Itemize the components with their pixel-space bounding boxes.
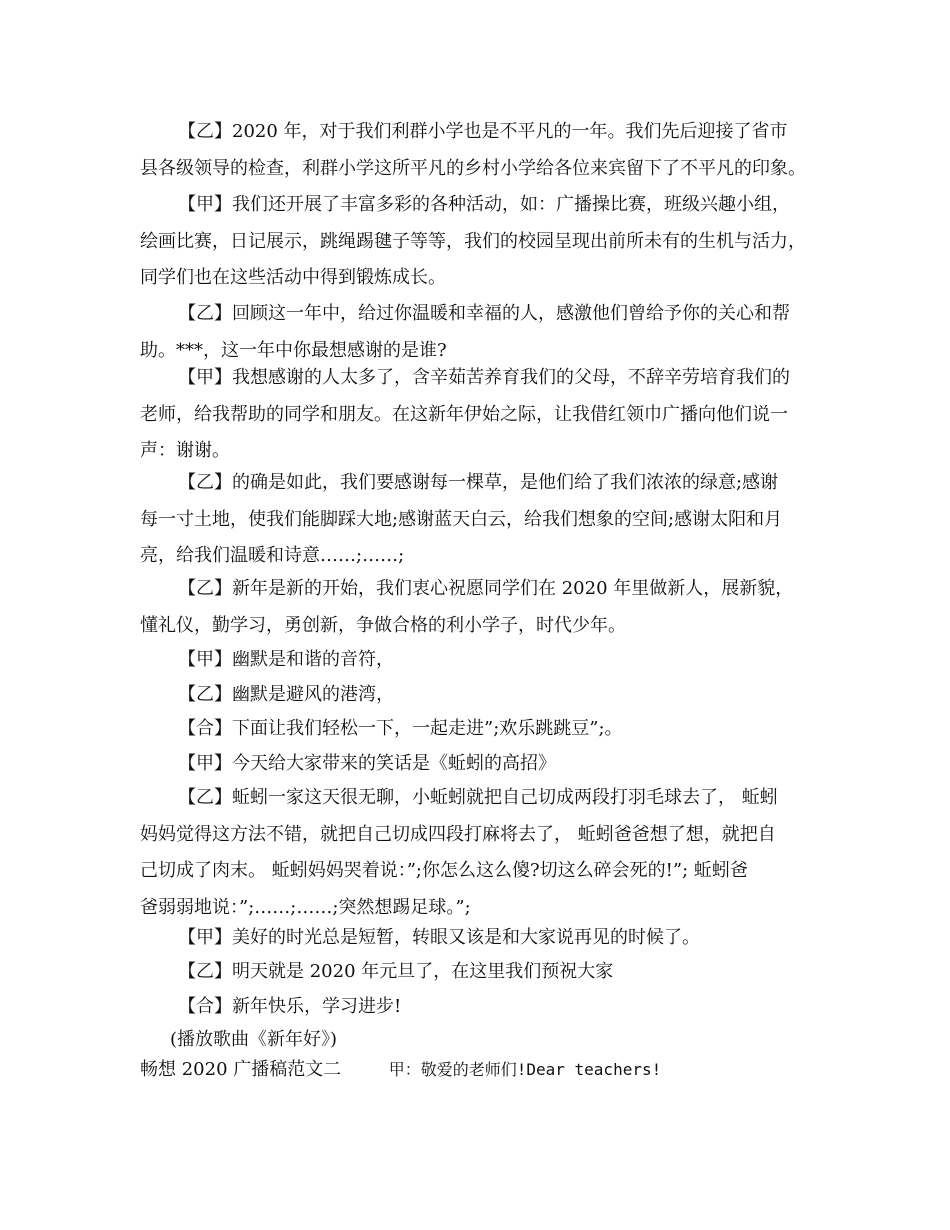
paragraph bbox=[140, 114, 820, 187]
paragraph bbox=[140, 1022, 820, 1059]
text-line: 【甲】我们还开展了丰富多彩的各种活动，如：广播操比赛，班级兴趣小组， bbox=[178, 194, 790, 215]
paragraph bbox=[140, 677, 820, 714]
paragraph bbox=[140, 642, 820, 679]
text-line: 【乙】新年是新的开始，我们衷心祝愿同学们在 2020 年里做新人，展新貌， bbox=[178, 578, 794, 599]
paragraph bbox=[140, 780, 820, 926]
text-line: 爸弱弱地说：”;……;……;突然想踢足球。”; bbox=[140, 896, 471, 918]
text-line: 【乙】明天就是 2020 年元旦了，在这里我们预祝大家 bbox=[178, 961, 614, 982]
text-line: 助。***，这一年中你最想感谢的是谁? bbox=[140, 339, 447, 361]
text-line: 【乙】蚯蚓一家这天很无聊，小蚯蚓就把自己切成两段打羽毛球去了， 蚯蚓 bbox=[178, 787, 778, 808]
paragraph bbox=[140, 360, 820, 470]
text-line: 声：谢谢。 bbox=[140, 440, 230, 461]
paragraph bbox=[140, 920, 820, 957]
paragraph bbox=[140, 187, 820, 297]
text-line: 【甲】幽默是和谐的音符， bbox=[178, 649, 394, 670]
section-title: 畅想 2020 广播稿范文二 bbox=[140, 1059, 342, 1080]
text-line: 己切成了肉末。 蚯蚓妈妈哭着说：”;你怎么这么傻?切这么碎会死的!”; 蚯蚓爸 bbox=[140, 860, 748, 881]
text-line: 【甲】今天给大家带来的笑话是《蚯蚓的高招》 bbox=[178, 753, 556, 774]
paragraph bbox=[140, 711, 820, 748]
text-line: 懂礼仪，勤学习，勇创新，争做合格的利小学子，时代少年。 bbox=[140, 614, 626, 636]
text-line: 【乙】的确是如此，我们要感谢每一棵草，是他们给了我们浓浓的绿意;感谢 bbox=[178, 472, 779, 493]
text-line: 妈妈觉得这方法不错，就把自己切成四段打麻将去了， 蚯蚓爸爸想了想，就把自 bbox=[140, 823, 776, 845]
text-line: (播放歌曲《新年好》) bbox=[170, 1029, 338, 1050]
text-line: 同学们也在这些活动中得到锻炼成长。 bbox=[140, 267, 446, 288]
text-line: 【乙】回顾这一年中，给过你温暖和幸福的人，感激他们曾给予你的关心和帮 bbox=[178, 303, 790, 324]
paragraph bbox=[140, 296, 820, 369]
text-line: 县各级领导的检查，利群小学这所平凡的乡村小学给各位来宾留下了不平凡的印象。 bbox=[140, 157, 806, 179]
text-line: 亮，给我们温暖和诗意……;……; bbox=[140, 545, 405, 566]
text-line: 【乙】2020 年，对于我们利群小学也是不平凡的一年。我们先后迎接了省市 bbox=[178, 121, 788, 142]
paragraph bbox=[140, 954, 820, 991]
section-first-line: 甲：敬爱的老师们!Dear teachers! bbox=[388, 1060, 662, 1079]
paragraph bbox=[140, 571, 820, 644]
paragraph bbox=[140, 746, 820, 783]
paragraph bbox=[140, 465, 820, 575]
text-line: 绘画比赛，日记展示，跳绳踢毽子等等，我们的校园呈现出前所未有的生机与活力， bbox=[140, 230, 806, 252]
text-line: 【乙】幽默是避风的港湾， bbox=[178, 684, 394, 705]
text-line: 【合】下面让我们轻松一下，一起走进”;欢乐跳跳豆”;。 bbox=[178, 718, 623, 739]
text-line: 老师，给我帮助的同学和朋友。在这新年伊始之际，让我借红领巾广播向他们说一 bbox=[140, 403, 788, 425]
text-line: 每一寸土地，使我们能脚踩大地;感谢蓝天白云，给我们想象的空间;感谢太阳和月 bbox=[140, 508, 783, 530]
text-line: 【合】新年快乐，学习进步! bbox=[178, 996, 402, 1017]
text-line: 【甲】美好的时光总是短暂，转眼又该是和大家说再见的时候了。 bbox=[178, 927, 700, 948]
section-heading bbox=[140, 1058, 661, 1082]
paragraph bbox=[140, 989, 820, 1026]
text-line: 【甲】我想感谢的人太多了，含辛茹苦养育我们的父母，不辞辛劳培育我们的 bbox=[178, 367, 790, 388]
